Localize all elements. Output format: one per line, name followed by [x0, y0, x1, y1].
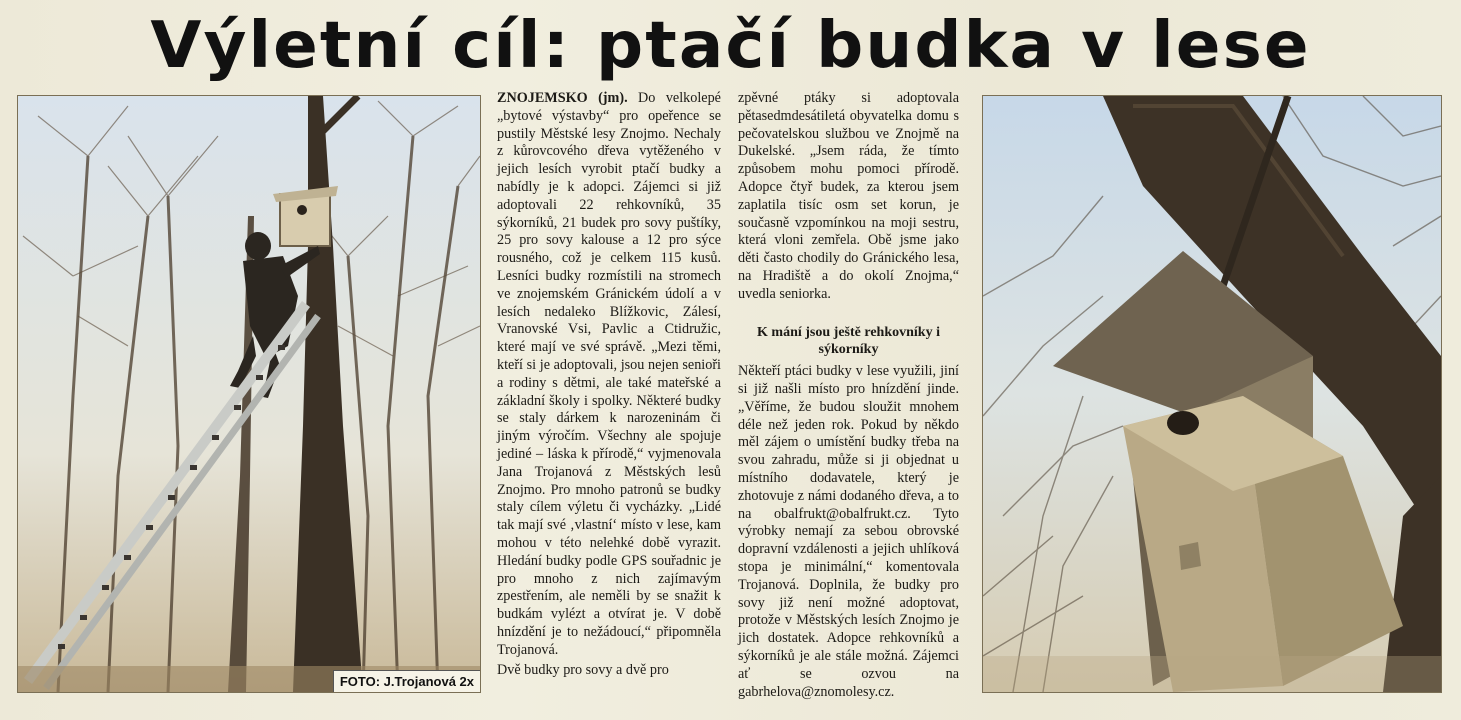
column2-paragraph-2: Někteří ptáci budky v lese využili, jiní si již našli místo pro hnízdění jinde. „Věříme, že budou sloužit mnohem déle než jeden rok. Pokud by někdo měl zájem o umístění budky třeba na svou zahradu, může si ji objednat u místního dodavatele, který je zhotovuje z námi dodaného dřeva, a to na obalfrukt@obalfrukt.cz. Tyto výrobky nemají za sebou obrovské dopravní vzdálenosti a jejich uhlíková stopa je minimální,“ komentovala Trojanová. Doplnila, že budky pro sovy již není možné adoptovat, protože v Městských lesích Znojmo je jich dostatek. Adopce rehkovníků a sýkorníků je ale stále možná. Zájemci ať se ozvou na gabrhelova@znomolesy.cz.: [738, 363, 959, 700]
photo-ladder-birdbox: [17, 95, 481, 693]
photo-birdboxes-tree: [982, 95, 1442, 693]
column1-text: Do velkolepé „bytové výstavby“ pro opeřence se pustily Městské lesy Znojmo. Nechaly z kůrovcového dřeva vytěženého v jejich lesích vyrobit ptačí budky a nabídly je k adopci. Zájemci si již adoptovali 22 rehkovníků, 35 sýkorníků, 21 budek pro sovy puštíky, 25 pro sovy kalouse a 12 pro sýce rousného, což je celkem 115 kusů. Lesníci budky rozmístili na stromech ve znojemském Gránickém údolí a v lesích nedaleko Blížkovic, Zálesí, Vranovské Vsi, Pavlic a Ctidružic, které mají ve své správě. „Mezi těmi, kteří si je adoptovali, jsou nejen senioři a rodiny s dětmi, ale také mateřské a základní školy i spolky. Některé budky se staly dárkem k narozeninám či jiným výročím. Všechny ale spojuje jediné – láska k přírodě,“ vyjmenovala Jana Trojanová z Městských lesů Znojmo. Pro mnoho patronů se budky staly cílem výletu či vycházky. „Lidé tak mají své ‚vlastní‘ místo v lese, kam mohou v této nelehké době vyrazit. Hledání budky podle GPS souřadnic je pro mnoho z nich zajímavým zpestřením, ale neměli by se snažit k budkám vylézt a otvírat je. V době hnízdění je to nežádoucí,“ připomněla Trojanová.: [497, 90, 721, 658]
ladder-photo-illustration: [18, 96, 480, 692]
column1-last-line: Dvě budky pro sovy a dvě pro: [497, 661, 669, 678]
article-column-1: [497, 90, 721, 679]
dateline: ZNOJEMSKO (jm).: [497, 90, 628, 106]
article-column-2: [738, 90, 959, 701]
birdbox-photo-illustration: [983, 96, 1441, 692]
photo-credit: FOTO: J.Trojanová 2x: [333, 670, 480, 692]
column2-paragraph-1: zpěvné ptáky si adoptovala pětasedmdesátiletá obyvatelka domu s pečovatelskou službou ve Znojmě na Dukelské. „Jsem ráda, že tímto způsobem mohu pomoci přírodě. Adopce čtyř budek, za kterou jsem zaplatila tisíc osm set korun, je současně vzpomínkou na moji sestru, která vloni zemřela. Obě jsme jako děti často chodily do Gránického lesa, na Hradiště a do okolí Znojma,“ uvedla seniorka.: [738, 90, 959, 302]
subheading: K mání jsou ještě rehkovníky i sýkorníky: [757, 324, 940, 358]
headline: Výletní cíl: ptačí budka v lese: [150, 9, 1311, 83]
